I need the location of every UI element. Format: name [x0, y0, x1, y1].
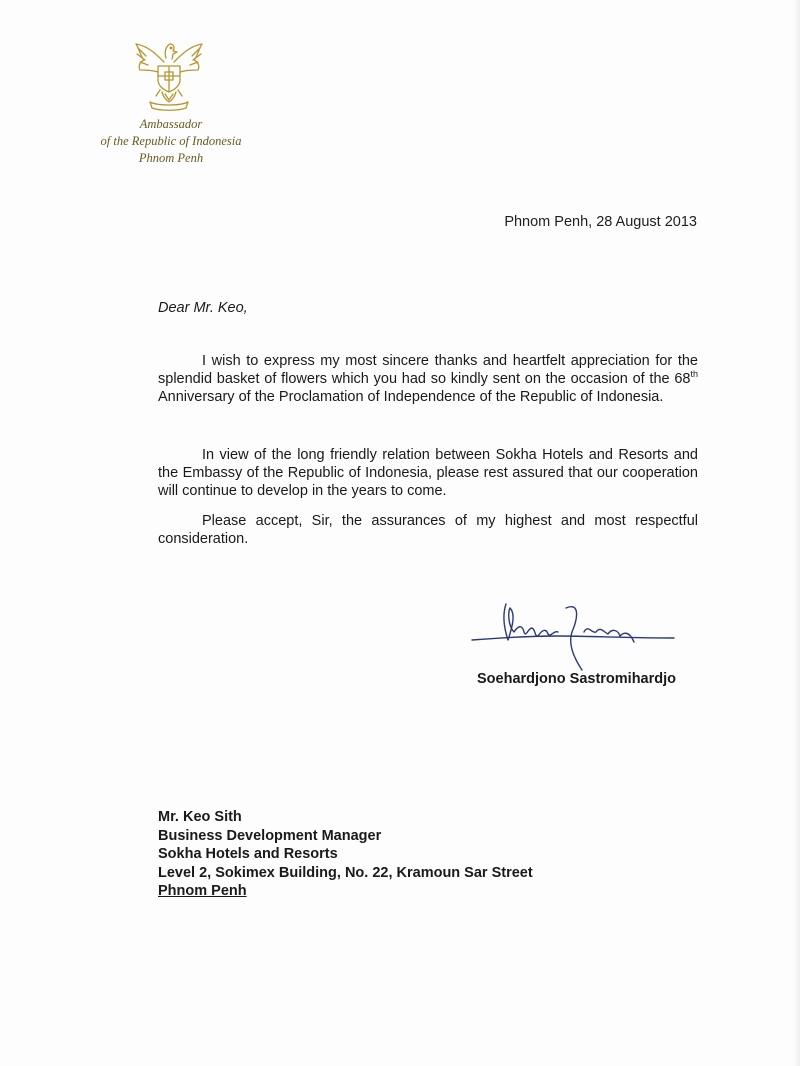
- recipient-name: Mr. Keo Sith: [158, 809, 242, 825]
- paragraph-relations: In view of the long friendly relation between Sokha Hotels and Resorts and the Embassy of the Republic of Indonesia, please rest assured that our cooperation will continue to develop in the years to come.: [158, 447, 698, 499]
- letterhead-title: Ambassador: [139, 117, 203, 131]
- paragraph-thanks: [158, 352, 698, 406]
- salutation: Dear Mr. Keo,: [158, 300, 248, 316]
- recipient-title: Business Development Manager: [158, 827, 382, 844]
- signer-name: Soehardjono Sastromihardjo: [477, 671, 676, 687]
- letterhead: [86, 116, 256, 167]
- paragraph-closing: Please accept, Sir, the assurances of my highest and most respectful consideration.: [158, 513, 698, 547]
- letterhead-city: Phnom Penh: [138, 151, 204, 165]
- recipient-city: Phnom Penh: [158, 883, 247, 899]
- paragraph-thanks-part1: I wish to express my most sincere thanks and heartfelt appreciation for the splendid basket of flowers which you had so kindly sent on the occasion of the 68: [158, 353, 698, 387]
- page-edge: [794, 0, 800, 1066]
- recipient-street: Level 2, Sokimex Building, No. 22, Kramoun Sar Street: [158, 864, 533, 881]
- recipient-address: [158, 808, 533, 901]
- garuda-emblem-icon: [128, 32, 210, 114]
- ordinal-superscript: th: [690, 369, 698, 379]
- letter-date: Phnom Penh, 28 August 2013: [504, 214, 697, 230]
- recipient-company: Sokha Hotels and Resorts: [158, 846, 338, 862]
- handwritten-signature: [468, 598, 688, 674]
- paragraph-thanks-part2: Anniversary of the Proclamation of Independence of the Republic of Indonesia.: [158, 389, 664, 405]
- letterhead-country: of the Republic of Indonesia: [100, 134, 242, 148]
